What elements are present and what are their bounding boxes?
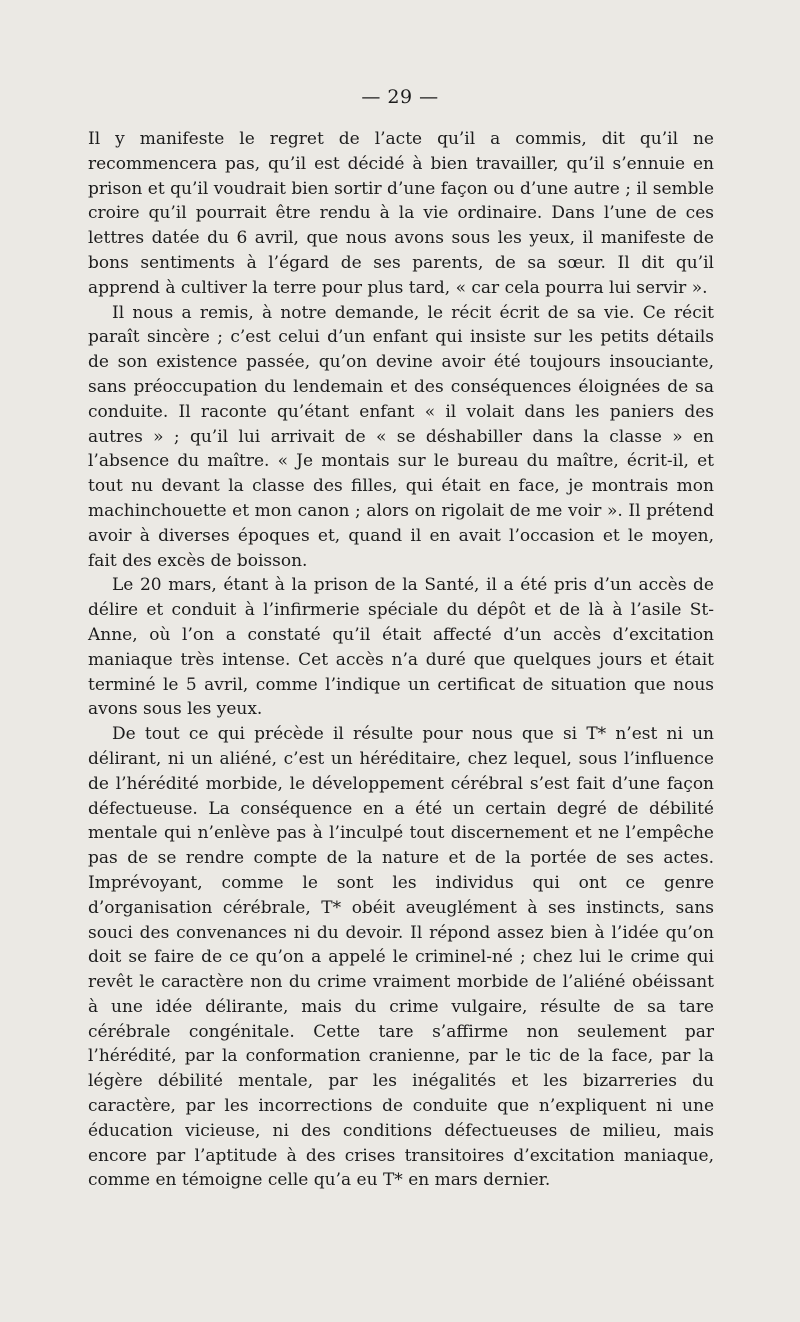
- paragraph-4: De tout ce qui précède il résulte pour nous que si T* n’est ni un délirant, ni un aliéné, c’est un héréditaire, chez lequel, sous l’influence de l’hérédité morbide, le développement cérébral s’est fait d’une façon défectueuse. La conséquence en a été un certain degré de débilité mentale qui n’enlève pas à l’inculpé tout discernement et ne l’empêche pas de se rendre compte de la nature et de la portée de ses actes. Imprévoyant, comme le sont les individus qui ont ce genre d’organisation cérébrale, T* obéit aveuglément à ses instincts, sans souci des convenances ni du devoir. Il répond assez bien à l’idée qu’on doit se faire de ce qu’on a appelé le criminel-né ; chez lui le crime qui revêt le caractère non du crime vraiment morbide de l’aliéné obéissant à une idée délirante, mais du crime vulgaire, résulte de sa tare cérébrale congénitale. Cette tare s’affirme non seulement par l’hérédité, par la conformation cranienne, par le tic de la face, par la légère débilité mentale, par les inégalités et les bizarreries du caractère, par les incorrections de conduite que n’expliquent ni une éducation vicieuse, ni des conditions défectueuses de milieu, mais encore par l’aptitude à des crises transitoires d’excitation maniaque, comme en témoigne celle qu’a eu T* en mars dernier.: [88, 724, 714, 1191]
- body-text: [88, 127, 714, 1193]
- paragraph-1: Il y manifeste le regret de l’acte qu’il a commis, dit qu’il ne recommencera pas, qu’il est décidé à bien travailler, qu’il s’ennuie en prison et qu’il voudrait bien sortir d’une façon ou d’une autre ; il semble croire qu’il pourrait être rendu à la vie ordinaire. Dans l’une de ces lettres datée du 6 avril, que nous avons sous les yeux, il manifeste de bons sentiments à l’égard de ses parents, de sa sœur. Il dit qu’il apprend à cultiver la terre pour plus tard, « car cela pourra lui servir ».: [88, 129, 714, 298]
- page-number: — 29 —: [361, 86, 439, 108]
- paragraph-2: Il nous a remis, à notre demande, le récit écrit de sa vie. Ce récit paraît sincère ; c’est celui d’un enfant qui insiste sur les petits détails de son existence passée, qu’on devine avoir été toujours insouciante, sans préoccupation du lendemain et des conséquences éloignées de sa conduite. Il raconte qu’étant enfant « il volait dans les paniers des autres » ; qu’il lui arrivait de « se déshabiller dans la classe » en l’absence du maître. « Je montais sur le bureau du maître, écrit-il, et tout nu devant la classe des filles, qui était en face, je montrais mon machinchouette et mon canon ; alors on rigolait de me voir ». Il prétend avoir à diverses époques et, quand il en avait l’occasion et le moyen, fait des excès de boisson.: [88, 302, 714, 571]
- paragraph-3: Le 20 mars, étant à la prison de la Santé, il a été pris d’un accès de délire et conduit à l’infirmerie spéciale du dépôt et de là à l’asile St-Anne, où l’on a constaté qu’il était affecté d’un accès d’excitation maniaque très intense. Cet accès n’a duré que quelques jours et était terminé le 5 avril, comme l’indique un certificat de situation que nous avons sous les yeux.: [88, 575, 714, 720]
